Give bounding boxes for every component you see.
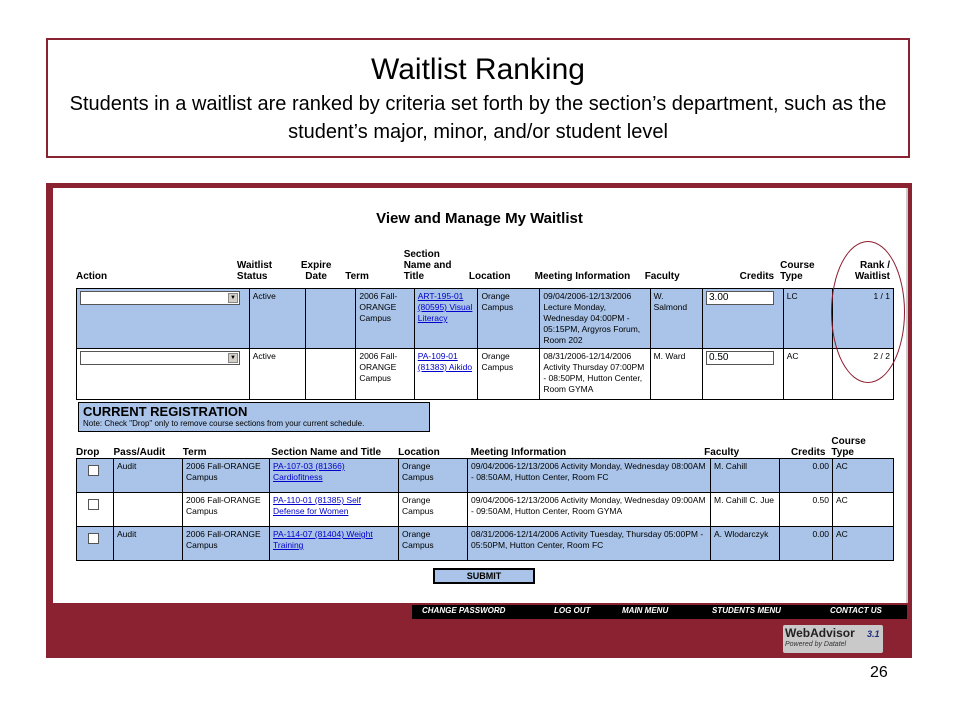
col-expire: Expire Date <box>300 260 332 282</box>
location: Orange Campus <box>399 459 468 493</box>
logo-tagline: Powered by Datatel <box>785 641 847 648</box>
credits: 0.50 <box>780 493 833 527</box>
course-type: AC <box>833 527 894 561</box>
webadvisor-screenshot <box>46 183 912 658</box>
col-meeting: Meeting Information <box>470 447 567 458</box>
chevron-down-icon: ▼ <box>228 353 238 363</box>
faculty: W. Salmond <box>650 289 702 349</box>
action-dropdown[interactable] <box>80 351 240 365</box>
rank: 2 / 2 <box>833 349 894 400</box>
section-link[interactable]: PA-109-01 (81383) Aikido <box>417 351 473 372</box>
table-row <box>77 493 894 527</box>
location: Orange Campus <box>478 289 540 349</box>
location: Orange Campus <box>399 493 468 527</box>
col-action: Action <box>76 271 108 282</box>
credits: 0.00 <box>780 527 833 561</box>
table-row <box>77 459 894 493</box>
slide-header <box>46 38 910 158</box>
bottom-nav <box>412 605 907 619</box>
faculty: M. Cahill <box>711 459 780 493</box>
col-meeting: Meeting Information <box>534 271 631 282</box>
slide-title: Waitlist Ranking <box>371 53 585 86</box>
nav-students-menu[interactable]: STUDENTS MENU <box>712 606 781 615</box>
col-location: Location <box>468 271 511 282</box>
slide-subtitle: Students in a waitlist are ranked by criteria set forth by the section’s department, such as the student’s major, minor, and/or student level <box>69 93 887 143</box>
col-location: Location <box>398 447 440 458</box>
webadvisor-content <box>53 188 908 603</box>
meeting-info: 08/31/2006-12/14/2006 Activity Tuesday, Thursday 05:00PM - 05:50PM, Hutton Center, Room FC <box>468 527 711 561</box>
col-faculty: Faculty <box>704 447 740 458</box>
col-credits: Credits <box>790 447 826 458</box>
section-link[interactable]: ART-195-01 (80595) Visual Literacy <box>417 291 473 323</box>
waitlist-header <box>73 248 893 283</box>
drop-checkbox[interactable] <box>88 465 99 476</box>
expire-date <box>305 349 356 400</box>
meeting-info: 09/04/2006-12/13/2006 Lecture Monday, Wednesday 04:00PM - 05:15PM, Argyros Forum, Room 202 <box>540 289 650 349</box>
faculty: M. Ward <box>650 349 702 400</box>
col-pass-audit: Pass/Audit <box>113 447 166 458</box>
col-drop: Drop <box>76 447 100 458</box>
table-row <box>77 349 894 400</box>
current-registration-banner <box>78 402 430 432</box>
credits-field[interactable]: 0.50 <box>706 351 774 365</box>
waitlist-status: Active <box>249 349 305 400</box>
faculty: M. Cahill C. Jue <box>711 493 780 527</box>
credits: 0.00 <box>780 459 833 493</box>
term: 2006 Fall-ORANGE Campus <box>183 527 270 561</box>
meeting-info: 08/31/2006-12/14/2006 Activity Thursday 07:00PM - 08:50PM, Hutton Center, Room GYMA <box>540 349 650 400</box>
drop-checkbox[interactable] <box>88 533 99 544</box>
page-title: View and Manage My Waitlist <box>376 210 583 227</box>
col-status: Waitlist Status <box>236 260 273 282</box>
location: Orange Campus <box>478 349 540 400</box>
course-type: AC <box>833 459 894 493</box>
rank-highlight-circle <box>831 241 905 383</box>
nav-contact-us[interactable]: CONTACT US <box>830 606 882 615</box>
col-section: Section Name and Title <box>403 249 452 282</box>
col-course-type: Course Type <box>831 436 866 458</box>
course-type: AC <box>833 493 894 527</box>
nav-change-password[interactable]: CHANGE PASSWORD <box>422 606 506 615</box>
term: 2006 Fall-ORANGE Campus <box>183 493 270 527</box>
expire-date <box>305 289 356 349</box>
term: 2006 Fall-ORANGE Campus <box>356 289 414 349</box>
webadvisor-logo <box>783 625 883 653</box>
col-term: Term <box>182 447 207 458</box>
col-term: Term <box>345 271 369 282</box>
meeting-info: 09/04/2006-12/13/2006 Activity Monday, Wednesday 08:00AM - 08:50AM, Hutton Center, Room FC <box>468 459 711 493</box>
credits-field[interactable]: 3.00 <box>706 291 774 305</box>
location: Orange Campus <box>399 527 468 561</box>
section-title: CURRENT REGISTRATION <box>83 404 248 419</box>
col-faculty: Faculty <box>644 271 680 282</box>
registration-table <box>76 458 894 561</box>
waitlist-status: Active <box>249 289 305 349</box>
nav-log-out[interactable]: LOG OUT <box>554 606 591 615</box>
submit-button[interactable]: SUBMIT <box>433 568 535 584</box>
course-type: LC <box>783 289 833 349</box>
table-row <box>77 289 894 349</box>
col-course-type: Course Type <box>780 260 815 282</box>
section-link[interactable]: PA-114-07 (81404) Weight Training <box>273 529 373 550</box>
registration-header <box>73 435 893 459</box>
col-credits: Credits <box>739 271 775 282</box>
term: 2006 Fall-ORANGE Campus <box>356 349 414 400</box>
nav-main-menu[interactable]: MAIN MENU <box>622 606 669 615</box>
chevron-down-icon: ▼ <box>228 293 238 303</box>
drop-checkbox[interactable] <box>88 499 99 510</box>
term: 2006 Fall-ORANGE Campus <box>183 459 270 493</box>
course-type: AC <box>783 349 833 400</box>
section-link[interactable]: PA-107-03 (81366) Cardiofitness <box>273 461 345 482</box>
pass-audit: Audit <box>114 459 183 493</box>
faculty: A. Wlodarczyk <box>711 527 780 561</box>
col-rank: Rank / Waitlist <box>854 260 890 282</box>
col-section: Section Name and Title <box>271 447 382 458</box>
table-row <box>77 527 894 561</box>
logo-name: WebAdvisor <box>785 626 855 640</box>
action-dropdown[interactable] <box>80 291 240 305</box>
meeting-info: 09/04/2006-12/13/2006 Activity Monday, Wednesday 09:00AM - 09:50AM, Hutton Center, Room GYMA <box>468 493 711 527</box>
section-note: Note: Check "Drop" only to remove course sections from your current schedule. <box>83 419 365 428</box>
pass-audit: Audit <box>114 527 183 561</box>
section-link[interactable]: PA-110-01 (81385) Self Defense for Women <box>273 495 362 516</box>
pass-audit <box>114 493 183 527</box>
rank: 1 / 1 <box>833 289 894 349</box>
logo-version: 3.1 <box>867 629 880 639</box>
waitlist-table <box>76 288 894 400</box>
page-number: 26 <box>870 664 888 681</box>
